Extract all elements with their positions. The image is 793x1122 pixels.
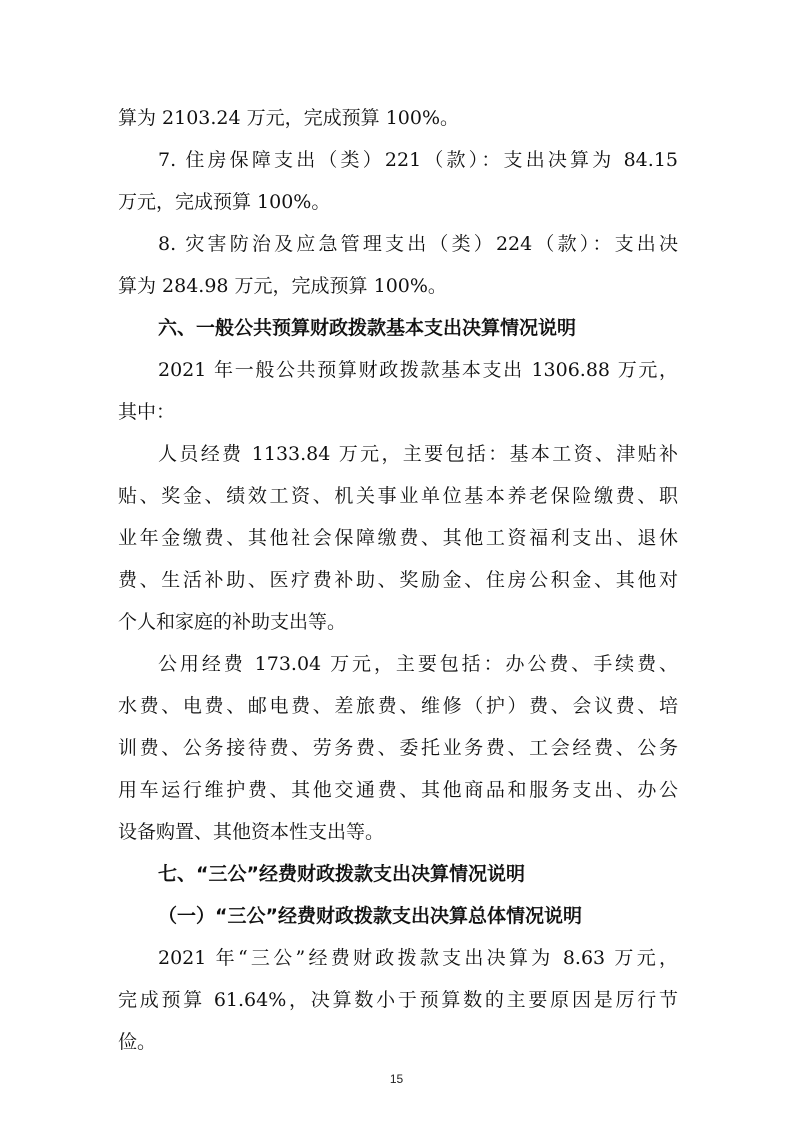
- subsection-heading: （一）“三公”经费财政拨款支出决算总体情况说明: [158, 905, 582, 927]
- paragraph-line: 用车运行维护费、其他交通费、其他商品和服务支出、办公: [118, 779, 678, 801]
- paragraph-line: 个人和家庭的补助支出等。: [118, 611, 347, 633]
- paragraph-line: 费、生活补助、医疗费补助、奖励金、住房公积金、其他对: [118, 569, 678, 591]
- paragraph-line: 万元，完成预算 100%。: [118, 191, 331, 213]
- paragraph-line: 人员经费 1133.84 万元，主要包括：基本工资、津贴补: [158, 443, 678, 465]
- paragraph-line: 算为 2103.24 万元，完成预算 100%。: [118, 107, 460, 129]
- paragraph-line: 其中：: [118, 401, 176, 423]
- paragraph-line: 7. 住房保障支出（类）221（款）：支出决算为 84.15: [158, 149, 678, 171]
- paragraph-line: 业年金缴费、其他社会保障缴费、其他工资福利支出、退休: [118, 527, 678, 549]
- paragraph-line: 8. 灾害防治及应急管理支出（类）224（款）：支出决: [158, 233, 678, 255]
- paragraph-line: 设备购置、其他资本性支出等。: [118, 821, 385, 843]
- paragraph-line: 公用经费 173.04 万元，主要包括：办公费、手续费、: [158, 653, 678, 675]
- section-heading: 六、一般公共预算财政拨款基本支出决算情况说明: [158, 317, 577, 339]
- paragraph-line: 2021 年“三公”经费财政拨款支出决算为 8.63 万元，: [158, 947, 678, 969]
- page-number: 15: [389, 1072, 404, 1086]
- paragraph-line: 训费、公务接待费、劳务费、委托业务费、工会经费、公务: [118, 737, 678, 759]
- paragraph-line: 完成预算 61.64%，决算数小于预算数的主要原因是厉行节: [118, 989, 678, 1011]
- section-heading: 七、“三公”经费财政拨款支出决算情况说明: [158, 863, 525, 885]
- paragraph-line: 贴、奖金、绩效工资、机关事业单位基本养老保险缴费、职: [118, 485, 678, 507]
- paragraph-line: 算为 284.98 万元，完成预算 100%。: [118, 275, 447, 297]
- paragraph-line: 2021 年一般公共预算财政拨款基本支出 1306.88 万元，: [158, 359, 678, 381]
- paragraph-line: 水费、电费、邮电费、差旅费、维修（护）费、会议费、培: [118, 695, 678, 717]
- paragraph-line: 俭。: [118, 1031, 157, 1053]
